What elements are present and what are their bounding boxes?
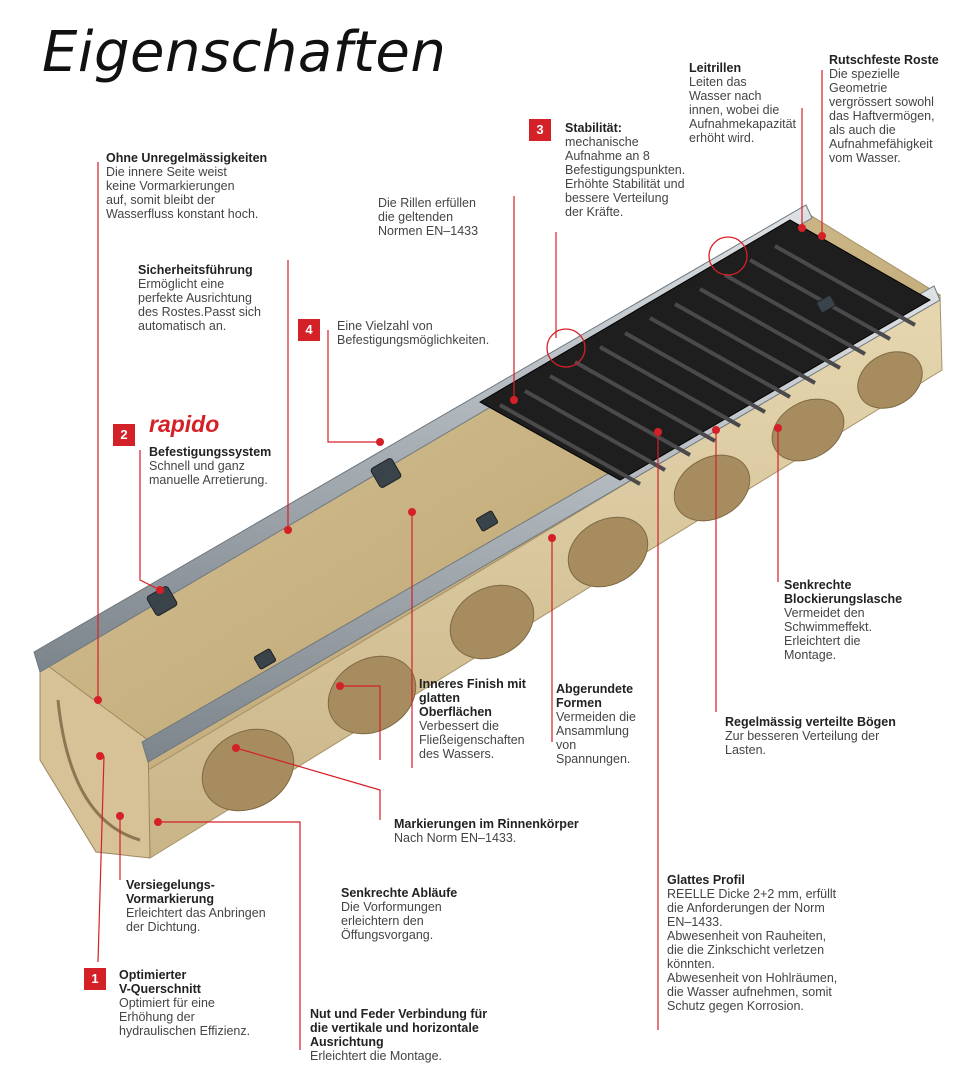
annotation-text: Die innere Seite weist keine Vormarkierungen auf, somit bleibt der Wasserfluss konstant hoch. — [106, 165, 259, 221]
annotation-heading: Versiegelungs- Vormarkierung — [126, 878, 215, 906]
annotation-leitrillen — [689, 61, 796, 145]
annotation-text: Die Vorformungen erleichtern den Öffungsvorgang. — [341, 900, 442, 942]
annotation-rutschfeste-roste — [829, 53, 939, 165]
annotation-text: Ermöglicht eine perfekte Ausrichtung des Rostes.Passt sich automatisch an. — [138, 277, 261, 333]
annotation-nut-und-feder — [310, 1007, 487, 1063]
annotation-heading: Optimierter V-Querschnitt — [119, 968, 201, 996]
annotation-text: Leiten das Wasser nach innen, wobei die Aufnahmekapazität erhöht wird. — [689, 75, 797, 145]
annotation-text: Vermeidet den Schwimmeffekt. Erleichtert die Montage. — [784, 606, 872, 662]
rapido-logo: rapido — [149, 411, 220, 437]
annotation-heading: Abgerundete Formen — [556, 682, 634, 710]
annotation-text: Verbessert die Fließeigenschaften des Wassers. — [419, 719, 525, 761]
annotation-heading: Inneres Finish mit glatten Oberflächen — [419, 677, 526, 719]
annotation-senkrechte-ablaeufe — [341, 886, 457, 942]
annotation-befestigungssystem — [149, 445, 271, 487]
annotation-optimierter-v-querschnitt — [119, 968, 250, 1038]
annotation-regelmaessig-verteilte-boegen — [725, 715, 896, 757]
annotation-abgerundete-formen — [556, 682, 636, 766]
badge-2: 2 — [113, 424, 135, 446]
annotation-text: Die Rillen erfüllen die geltenden Normen EN–1433 — [378, 196, 479, 238]
annotation-heading: Stabilität: — [565, 121, 622, 135]
annotation-rillen — [378, 196, 478, 238]
page-title: Eigenschaften — [42, 20, 447, 85]
annotation-text: Die spezielle Geometrie vergrössert sowohl das Haftvermögen, als auch die Aufnahmefähigkeit vom Wasser. — [829, 67, 935, 165]
annotation-heading: Leitrillen — [689, 61, 742, 75]
annotation-text: Optimiert für eine Erhöhung der hydraulischen Effizienz. — [119, 996, 251, 1038]
annotation-text: Erleichtert die Montage. — [310, 1049, 443, 1063]
annotation-heading: Rutschfeste Roste — [829, 53, 939, 67]
annotation-versiegelungs-vormarkierung — [126, 878, 266, 934]
annotation-text: Vermeiden die Ansammlung von Spannungen. — [556, 710, 636, 766]
annotation-heading: Glattes Profil — [667, 873, 745, 887]
annotation-text: Schnell und ganz manuelle Arretierung. — [149, 459, 268, 487]
annotation-heading: Sicherheitsführung — [138, 263, 253, 277]
annotation-heading: Markierungen im Rinnenkörper — [394, 817, 579, 831]
annotation-inneres-finish — [419, 677, 526, 761]
annotation-heading: Regelmässig verteilte Bögen — [725, 715, 896, 729]
annotation-text: Zur besseren Verteilung der Lasten. — [725, 729, 880, 757]
annotation-text: mechanische Aufnahme an 8 Befestigungspunkten. Erhöhte Stabilität und bessere Verteilung der Kräfte. — [565, 135, 686, 219]
annotation-glattes-profil — [667, 873, 837, 1013]
annotation-heading: Befestigungssystem — [149, 445, 272, 459]
annotation-sicherheitsfuehrung — [138, 263, 261, 333]
annotation-vielzahl — [337, 319, 489, 347]
annotation-heading: Ohne Unregelmässigkeiten — [106, 151, 268, 165]
badge-4: 4 — [298, 319, 320, 341]
annotation-markierungen — [394, 817, 579, 845]
annotation-senkrechte-blockierungslasche — [784, 578, 902, 662]
annotation-text: Nach Norm EN–1433. — [394, 831, 517, 845]
annotation-text: Eine Vielzahl von Befestigungsmöglichkeiten. — [337, 319, 490, 347]
annotation-heading: Senkrechte Abläufe — [341, 886, 458, 900]
annotation-stabilitaet — [565, 121, 685, 219]
badge-3: 3 — [529, 119, 551, 141]
badge-1: 1 — [84, 968, 106, 990]
annotation-text: Erleichtert das Anbringen der Dichtung. — [126, 906, 266, 934]
annotation-heading: Nut und Feder Verbindung für die vertikale und horizontale Ausrichtung — [310, 1007, 488, 1049]
annotation-heading: Senkrechte Blockierungslasche — [784, 578, 903, 606]
annotation-ohne-unregelmaessigkeiten — [106, 151, 267, 221]
annotation-text: REELLE Dicke 2+2 mm, erfüllt die Anforderungen der Norm EN–1433. Abwesenheit von Rauheiten, die die Zinkschicht verletzen könnten. Abwesenheit von Hohlräumen, die Wasser aufnehmen, somit Schutz gegen Korrosion. — [667, 887, 838, 1013]
